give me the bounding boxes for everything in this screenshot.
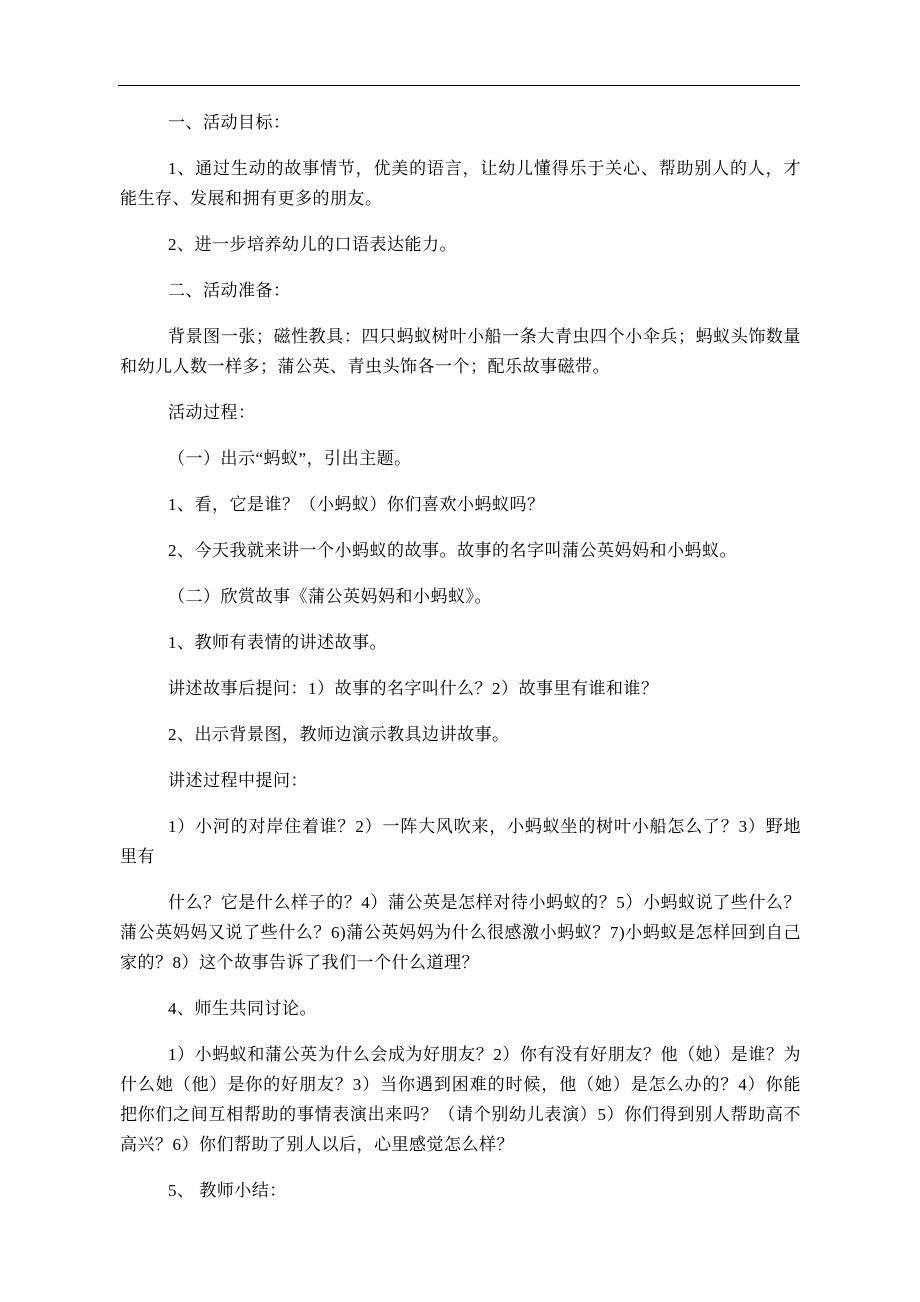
header-divider xyxy=(118,85,800,86)
paragraph: 1、通过生动的故事情节，优美的语言，让幼儿懂得乐于关心、帮助别人的人，才能生存、发展和拥有更多的朋友。 xyxy=(120,159,801,208)
paragraph: 1）小河的对岸住着谁？2）一阵大风吹来，小蚂蚁坐的树叶小船怎么了？3）野地里有 xyxy=(120,817,801,866)
paragraph: 1、教师有表情的讲述故事。 xyxy=(168,633,387,652)
paragraph: 背景图一张；磁性教具：四只蚂蚁树叶小船一条大青虫四个小伞兵；蚂蚁头饰数量和幼儿人数一样多；蒲公英、青虫头饰各一个；配乐故事磁带。 xyxy=(120,327,801,376)
document-body xyxy=(120,108,801,1206)
paragraph: 5、 教师小结： xyxy=(168,1181,287,1200)
paragraph: 二、活动准备： xyxy=(168,281,291,300)
paragraph: 讲述过程中提问： xyxy=(168,771,308,790)
paragraph: 1、看，它是谁？（小蚂蚁）你们喜欢小蚂蚁吗？ xyxy=(168,495,545,514)
paragraph: 2、进一步培养幼儿的口语表达能力。 xyxy=(168,235,457,254)
paragraph: 2、出示背景图，教师边演示教具边讲故事。 xyxy=(168,725,510,744)
paragraph: 讲述故事后提问：1）故事的名字叫什么？2）故事里有谁和谁？ xyxy=(168,679,659,698)
paragraph: （一）出示“蚂蚁”，引出主题。 xyxy=(168,449,412,468)
paragraph: 一、活动目标： xyxy=(168,113,291,132)
paragraph: 1）小蚂蚁和蒲公英为什么会成为好朋友？2）你有没有好朋友？他（她）是谁？为什么她（他）是你的好朋友？3）当你遇到困难的时候，他（她）是怎么办的？4）你能把你们之间互相帮助的事情表演出来吗？（请个别幼儿表演）5）你们得到别人帮助高不高兴？6）你们帮助了别人以后，心里感觉怎么样？ xyxy=(120,1045,801,1154)
paragraph: 活动过程： xyxy=(168,403,256,422)
paragraph: 什么？它是什么样子的？4）蒲公英是怎样对待小蚂蚁的？5）小蚂蚁说了些什么？蒲公英妈妈又说了些什么？6)蒲公英妈妈为什么很感激小蚂蚁？7)小蚂蚁是怎样回到自己家的？8）这个故事告诉了我们一个什么道理？ xyxy=(120,893,801,972)
paragraph: 2、今天我就来讲一个小蚂蚁的故事。故事的名字叫蒲公英妈妈和小蚂蚁。 xyxy=(168,541,737,560)
paragraph: （二）欣赏故事《蒲公英妈妈和小蚂蚁》。 xyxy=(168,587,492,606)
paragraph: 4、师生共同讨论。 xyxy=(168,999,317,1018)
